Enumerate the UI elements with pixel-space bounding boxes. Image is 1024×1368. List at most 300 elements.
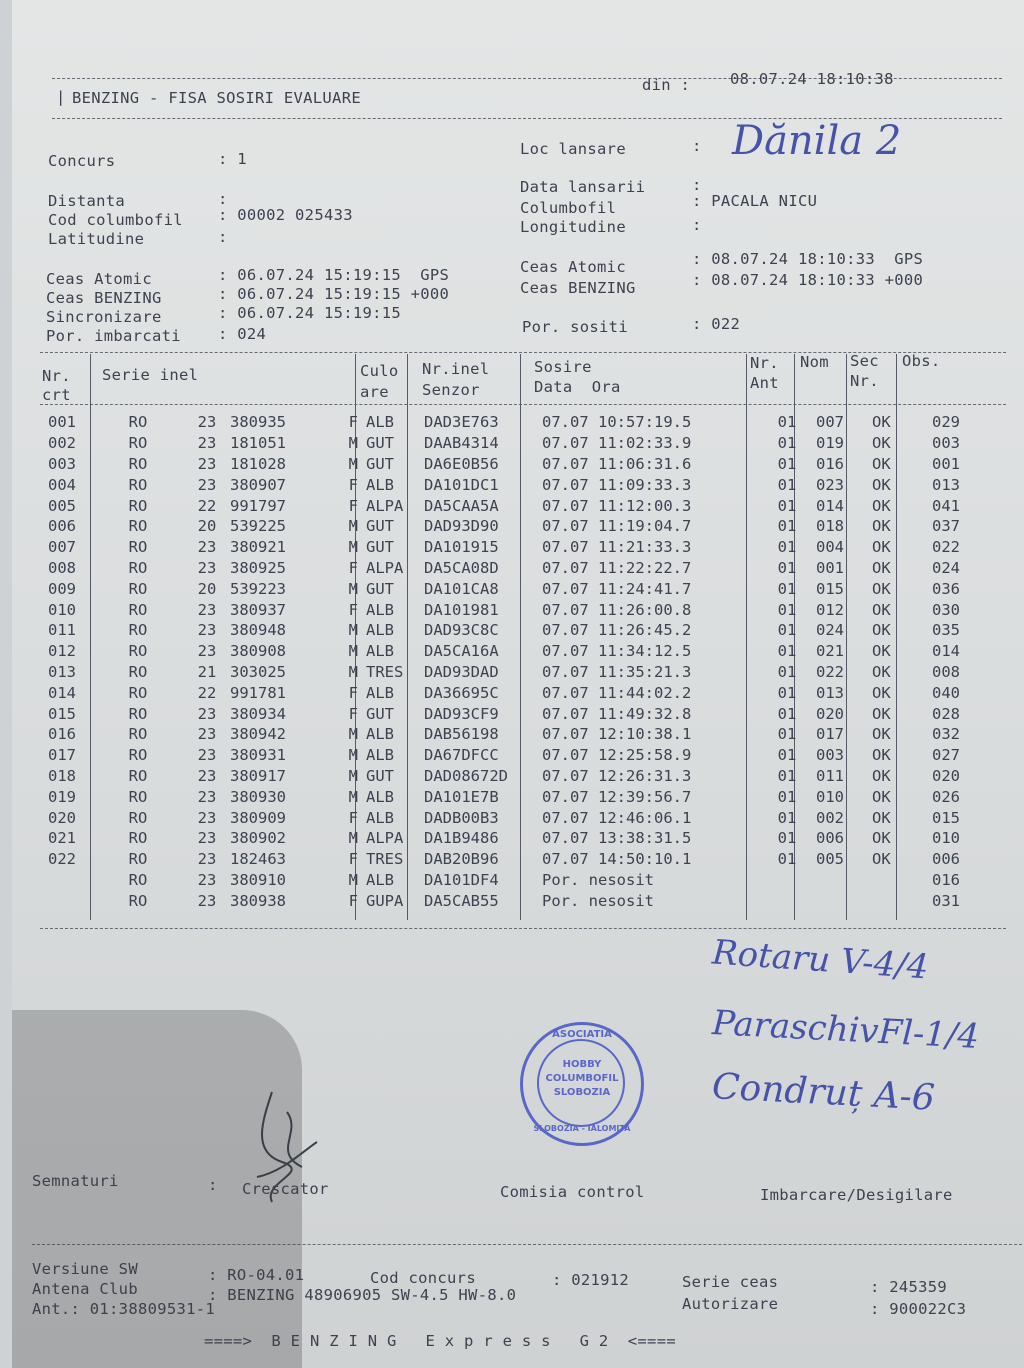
- cell-y: 23: [197, 621, 217, 640]
- cell-sensor: DA101E7B: [424, 787, 499, 806]
- cell-c: RO: [128, 746, 148, 765]
- cell-arr: 07.07 13:38:31.5: [542, 829, 692, 848]
- cell-sex: M: [348, 766, 358, 785]
- handwritten-note: Rotaru V-4/4: [710, 932, 930, 988]
- cell-col: ALB: [366, 600, 394, 619]
- stamp-line: HOBBY: [562, 1059, 602, 1070]
- cell-obs: 041: [932, 496, 960, 515]
- cell-sensor: DA67DFCC: [424, 746, 499, 765]
- cell-sec: OK: [872, 850, 891, 869]
- cell-obs: 008: [932, 662, 960, 681]
- cell-arr: 07.07 11:44:02.2: [542, 683, 692, 702]
- cell-y: 23: [197, 538, 217, 557]
- cell-sec: OK: [872, 725, 891, 744]
- table-row: [48, 724, 982, 745]
- cell-sec: OK: [872, 600, 891, 619]
- cell-sex: F: [348, 496, 358, 515]
- table-row: [48, 412, 982, 433]
- cell-ant: [762, 870, 812, 891]
- table-row: [48, 433, 982, 454]
- cell-ring: 380931: [230, 746, 286, 765]
- info-value: : 06.07.24 15:19:15 GPS: [218, 266, 450, 284]
- cell-c: RO: [128, 704, 148, 723]
- info-label: Ceas BENZING: [520, 279, 636, 297]
- cell-sec: OK: [872, 746, 891, 765]
- cell-c: RO: [128, 642, 148, 661]
- table-row: [48, 807, 982, 828]
- cell-sec: OK: [872, 517, 891, 536]
- cell-c: RO: [128, 829, 148, 848]
- cell-nr: 007: [48, 538, 76, 557]
- cell-sensor: DA101DF4: [424, 870, 499, 889]
- cell-sensor: DA5CA16A: [424, 642, 499, 661]
- cell-ant: 01: [777, 434, 797, 453]
- col-header-sosire: Sosire: [534, 358, 592, 376]
- cell-obs: 035: [932, 621, 960, 640]
- footer-label: Versiune SW: [32, 1260, 138, 1278]
- cell-sec: OK: [872, 662, 891, 681]
- col-header-obs: Obs.: [902, 352, 941, 370]
- col-header-ant-sub: Ant: [750, 374, 779, 392]
- cell-nr: 001: [48, 413, 76, 432]
- info-label: Concurs: [48, 152, 116, 170]
- cell-nom: 021: [816, 642, 844, 661]
- cell-sec: OK: [872, 413, 891, 432]
- cell-obs: 036: [932, 579, 960, 598]
- cell-ant: 01: [777, 746, 797, 765]
- info-label: Columbofil: [520, 199, 617, 217]
- table-row: [48, 786, 982, 807]
- cell-ring: 539223: [230, 579, 286, 598]
- cell-c: RO: [128, 787, 148, 806]
- cell-ring: 991781: [230, 683, 286, 702]
- cell-ring: 380930: [230, 787, 286, 806]
- cell-sensor: DA36695C: [424, 683, 499, 702]
- col-header-serie: Serie inel: [102, 366, 199, 384]
- cell-arr: 07.07 10:57:19.5: [542, 413, 692, 432]
- cell-ring: 380935: [230, 413, 286, 432]
- info-label: Longitudine: [520, 218, 626, 236]
- cell-sensor: DA101CA8: [424, 579, 499, 598]
- table-row: [48, 745, 982, 766]
- cell-nom: 010: [816, 787, 844, 806]
- cell-nr: 018: [48, 766, 76, 785]
- cell-ring: 380925: [230, 558, 286, 577]
- cell-sensor: DAB20B96: [424, 850, 499, 869]
- info-value: : 08.07.24 18:10:33 +000: [692, 271, 924, 289]
- cell-col: GUT: [366, 434, 394, 453]
- cell-sex: M: [348, 434, 358, 453]
- signature-crescator: Crescator: [242, 1180, 329, 1198]
- cell-obs: 015: [932, 808, 960, 827]
- cell-c: RO: [128, 454, 148, 473]
- cell-nom: 012: [816, 600, 844, 619]
- cell-sensor: DA1B9486: [424, 829, 499, 848]
- cell-nom: 017: [816, 725, 844, 744]
- cell-sex: F: [348, 683, 358, 702]
- cell-c: RO: [128, 434, 148, 453]
- cell-ant: 01: [777, 600, 797, 619]
- cell-arr: 07.07 11:12:00.3: [542, 496, 692, 515]
- cell-ant: 01: [777, 454, 797, 473]
- cell-sec: OK: [872, 704, 891, 723]
- cell-sex: F: [348, 850, 358, 869]
- cell-col: ALB: [366, 870, 394, 889]
- table-row: [48, 474, 982, 495]
- cell-nom: 006: [816, 829, 844, 848]
- cell-sex: F: [348, 558, 358, 577]
- signature-imbarcare: Imbarcare/Desigilare: [760, 1186, 953, 1204]
- cell-col: GUT: [366, 704, 394, 723]
- cell-sensor: DA5CA08D: [424, 558, 499, 577]
- cell-obs: 032: [932, 725, 960, 744]
- cell-arr: 07.07 11:21:33.3: [542, 538, 692, 557]
- cell-ant: 01: [777, 829, 797, 848]
- cell-nom: 023: [816, 475, 844, 494]
- cell-sec: OK: [872, 642, 891, 661]
- cell-nom: 005: [816, 850, 844, 869]
- cell-obs: 022: [932, 538, 960, 557]
- cell-y: 22: [197, 683, 217, 702]
- info-value: :: [692, 216, 702, 234]
- cell-sensor: DA101981: [424, 600, 499, 619]
- footer-value: : RO-04.01: [208, 1266, 305, 1284]
- cell-c: RO: [128, 870, 148, 889]
- cell-sec: OK: [872, 766, 891, 785]
- info-value: : 1: [218, 150, 247, 168]
- report-date-label: din :: [642, 76, 691, 94]
- table-row: [48, 766, 982, 787]
- cell-nom: 002: [816, 808, 844, 827]
- info-label: Por. sositi: [522, 318, 628, 336]
- cell-nom: 003: [816, 746, 844, 765]
- cell-obs: 006: [932, 850, 960, 869]
- cell-arr: 07.07 11:09:33.3: [542, 475, 692, 494]
- cell-obs: 027: [932, 746, 960, 765]
- footer-banner: ====> B E N Z I N G E x p r e s s G 2 <====: [204, 1332, 676, 1350]
- cell-ring: 991797: [230, 496, 286, 515]
- signatures-label: Semnaturi: [32, 1172, 119, 1190]
- cell-arr: 07.07 11:02:33.9: [542, 434, 692, 453]
- cell-arr: 07.07 11:34:12.5: [542, 642, 692, 661]
- cell-y: 23: [197, 746, 217, 765]
- handwritten-launch-location: Dănila 2: [732, 118, 902, 164]
- cell-ring: 539225: [230, 517, 286, 536]
- club-stamp: [520, 1022, 644, 1146]
- cell-nr: 019: [48, 787, 76, 806]
- cell-sex: F: [348, 891, 358, 910]
- col-header-sosire-sub: Data Ora: [534, 378, 621, 396]
- col-header-nom: Nom: [800, 353, 829, 371]
- cell-ant: 01: [777, 704, 797, 723]
- cell-nr: [48, 890, 92, 911]
- table-row: [48, 849, 982, 870]
- cell-sensor: DAD93C8C: [424, 621, 499, 640]
- cell-sensor: DAAB4314: [424, 434, 499, 453]
- cell-obs: 014: [932, 642, 960, 661]
- info-label: Data lansarii: [520, 178, 646, 196]
- cell-sex: M: [348, 829, 358, 848]
- cell-col: TRES: [366, 662, 404, 681]
- cell-col: ALB: [366, 642, 394, 661]
- cell-nom: 013: [816, 683, 844, 702]
- arrivals-table: [48, 412, 982, 911]
- table-row: [48, 537, 982, 558]
- cell-ant: 01: [777, 517, 797, 536]
- cell-sex: M: [348, 621, 358, 640]
- cell-sensor: DA6E0B56: [424, 454, 499, 473]
- cell-col: ALB: [366, 787, 394, 806]
- footer-antenna-id: Ant.: 01:38809531-1: [32, 1300, 216, 1318]
- cell-ring: 380937: [230, 600, 286, 619]
- handwritten-note: Condruț A-6: [711, 1066, 936, 1119]
- col-header-inel: Nr.inel: [422, 360, 490, 378]
- info-label: Distanta: [48, 192, 126, 210]
- cell-ant: 01: [777, 766, 797, 785]
- cell-y: 23: [197, 413, 217, 432]
- cell-col: ALB: [366, 808, 394, 827]
- cell-sex: M: [348, 579, 358, 598]
- cell-arr: 07.07 11:19:04.7: [542, 517, 692, 536]
- cell-nom: 020: [816, 704, 844, 723]
- cell-arr: 07.07 11:26:00.8: [542, 600, 692, 619]
- cell-nr: 011: [48, 621, 76, 640]
- cell-col: TRES: [366, 850, 404, 869]
- cell-sex: F: [348, 475, 358, 494]
- cell-c: RO: [128, 538, 148, 557]
- cell-c: RO: [128, 891, 148, 910]
- cell-ant: 01: [777, 642, 797, 661]
- cell-obs: 024: [932, 558, 960, 577]
- cell-arr: 07.07 11:35:21.3: [542, 662, 692, 681]
- cell-y: 23: [197, 558, 217, 577]
- cell-arr: 07.07 11:06:31.6: [542, 454, 692, 473]
- cell-c: RO: [128, 475, 148, 494]
- cell-sec: [866, 870, 924, 891]
- cell-ant: 01: [777, 662, 797, 681]
- cell-ring: 380942: [230, 725, 286, 744]
- cell-sex: F: [348, 413, 358, 432]
- cell-sec: OK: [872, 579, 891, 598]
- cell-ant: 01: [777, 808, 797, 827]
- cell-col: ALB: [366, 746, 394, 765]
- cell-obs: 013: [932, 475, 960, 494]
- cell-sec: OK: [872, 787, 891, 806]
- cell-obs: 003: [932, 434, 960, 453]
- cell-col: ALB: [366, 475, 394, 494]
- cell-ring: 181028: [230, 454, 286, 473]
- cell-sensor: DA5CAA5A: [424, 496, 499, 515]
- cell-y: 23: [197, 454, 217, 473]
- cell-nr: 004: [48, 475, 76, 494]
- cell-sec: OK: [872, 475, 891, 494]
- cell-nr: 015: [48, 704, 76, 723]
- cell-nom: 018: [816, 517, 844, 536]
- cell-arr: Por. nesosit: [542, 870, 654, 889]
- info-label: Sincronizare: [46, 308, 162, 326]
- hand-shadow: [12, 1010, 305, 1368]
- info-label: Latitudine: [48, 230, 145, 248]
- cell-c: RO: [128, 725, 148, 744]
- info-value: : 06.07.24 15:19:15 +000: [218, 285, 450, 303]
- cell-nr: 016: [48, 725, 76, 744]
- cell-sex: M: [348, 787, 358, 806]
- col-header-sec: Sec: [850, 352, 879, 370]
- cell-c: RO: [128, 558, 148, 577]
- table-row: [48, 662, 982, 683]
- cell-sex: M: [348, 642, 358, 661]
- cell-ring: 380907: [230, 475, 286, 494]
- table-row: [48, 558, 982, 579]
- cell-obs: 016: [932, 870, 960, 889]
- cell-nr: 022: [48, 850, 76, 869]
- cell-nr: 008: [48, 558, 76, 577]
- cell-y: 20: [197, 579, 217, 598]
- cell-y: 21: [197, 662, 217, 681]
- cell-y: 23: [197, 891, 217, 910]
- cell-y: 22: [197, 496, 217, 515]
- cell-sensor: DAB56198: [424, 725, 499, 744]
- cell-col: GUT: [366, 579, 394, 598]
- cell-ring: 181051: [230, 434, 286, 453]
- table-row: [48, 890, 982, 911]
- cell-sec: OK: [872, 683, 891, 702]
- cell-nr: 012: [48, 642, 76, 661]
- cell-nom: 022: [816, 662, 844, 681]
- cell-c: RO: [128, 683, 148, 702]
- cell-sec: OK: [872, 434, 891, 453]
- cell-col: ALB: [366, 683, 394, 702]
- cell-nom: 016: [816, 454, 844, 473]
- cell-sec: OK: [872, 829, 891, 848]
- cell-col: GUT: [366, 454, 394, 473]
- cell-nr: 003: [48, 454, 76, 473]
- cell-ant: 01: [777, 496, 797, 515]
- col-header-inel-sub: Senzor: [422, 381, 480, 399]
- cell-nom: 014: [816, 496, 844, 515]
- cell-nr: 006: [48, 517, 76, 536]
- table-row: [48, 703, 982, 724]
- cell-ring: 182463: [230, 850, 286, 869]
- footer-label: Antena Club: [32, 1280, 138, 1298]
- cell-obs: 001: [932, 454, 960, 473]
- col-header-sec-sub: Nr.: [850, 372, 879, 390]
- cell-nr: 013: [48, 662, 76, 681]
- cell-y: 23: [197, 600, 217, 619]
- cell-sec: OK: [872, 558, 891, 577]
- footer-label: Autorizare: [682, 1295, 779, 1313]
- cell-sex: F: [348, 808, 358, 827]
- cell-nr: 005: [48, 496, 76, 515]
- cell-nom: [812, 890, 866, 911]
- cell-sex: F: [348, 600, 358, 619]
- cell-sex: M: [348, 870, 358, 889]
- cell-nom: 015: [816, 579, 844, 598]
- cell-col: GUT: [366, 517, 394, 536]
- col-header-culoare: Culo: [360, 362, 399, 380]
- cell-c: RO: [128, 579, 148, 598]
- cell-obs: 029: [932, 413, 960, 432]
- cell-ant: 01: [777, 475, 797, 494]
- cell-col: ALB: [366, 725, 394, 744]
- cell-ant: 01: [777, 683, 797, 702]
- footer-value: : BENZING 48906905 SW-4.5 HW-8.0: [208, 1286, 517, 1304]
- printout-sheet: [12, 0, 1024, 1368]
- signatures-colon: :: [208, 1176, 218, 1194]
- cell-ant: 01: [777, 558, 797, 577]
- cell-sensor: DAD3E763: [424, 413, 499, 432]
- cell-nom: 007: [816, 413, 844, 432]
- table-row: [48, 495, 982, 516]
- cell-arr: 07.07 14:50:10.1: [542, 850, 692, 869]
- info-label: Ceas Atomic: [46, 270, 152, 288]
- cell-c: RO: [128, 808, 148, 827]
- cell-sensor: DA101915: [424, 538, 499, 557]
- cell-arr: 07.07 11:22:22.7: [542, 558, 692, 577]
- cell-sex: M: [348, 454, 358, 473]
- cell-nom: [812, 870, 866, 891]
- cell-sex: M: [348, 746, 358, 765]
- cell-sec: OK: [872, 496, 891, 515]
- cell-ant: 01: [777, 538, 797, 557]
- cell-obs: 030: [932, 600, 960, 619]
- info-value: : 024: [218, 325, 267, 343]
- cell-arr: Por. nesosit: [542, 891, 654, 910]
- cell-col: GUT: [366, 766, 394, 785]
- cell-y: 23: [197, 704, 217, 723]
- cell-col: ALPA: [366, 558, 404, 577]
- cell-sex: M: [348, 517, 358, 536]
- info-value: :: [692, 137, 702, 155]
- cell-ring: 380948: [230, 621, 286, 640]
- cell-ant: 01: [777, 621, 797, 640]
- cell-nom: 004: [816, 538, 844, 557]
- col-header-nr-sub: crt: [42, 386, 71, 404]
- cell-ring: 380909: [230, 808, 286, 827]
- stamp-line: COLUMBOFIL: [545, 1073, 619, 1084]
- header-pipe: |: [56, 88, 66, 106]
- cell-y: 23: [197, 642, 217, 661]
- table-header-rule: [40, 404, 1006, 405]
- cell-nr: 020: [48, 808, 76, 827]
- cell-arr: 07.07 11:49:32.8: [542, 704, 692, 723]
- cell-y: 23: [197, 808, 217, 827]
- cell-sec: OK: [872, 621, 891, 640]
- cell-sensor: DAD93D90: [424, 517, 499, 536]
- cell-c: RO: [128, 600, 148, 619]
- info-value: : 08.07.24 18:10:33 GPS: [692, 250, 924, 268]
- cell-nr: 017: [48, 746, 76, 765]
- cell-arr: 07.07 12:46:06.1: [542, 808, 692, 827]
- cell-sex: F: [348, 704, 358, 723]
- footer-label: Serie ceas: [682, 1273, 779, 1291]
- info-label: Ceas BENZING: [46, 289, 162, 307]
- cell-nom: 011: [816, 766, 844, 785]
- cell-obs: 040: [932, 683, 960, 702]
- cell-nr: [48, 870, 92, 891]
- table-row: [48, 682, 982, 703]
- cell-sensor: DADB00B3: [424, 808, 499, 827]
- cell-sec: OK: [872, 808, 891, 827]
- table-row: [48, 599, 982, 620]
- info-label: Ceas Atomic: [520, 258, 626, 276]
- cell-sensor: DAD93CF9: [424, 704, 499, 723]
- cell-col: ALB: [366, 413, 394, 432]
- cell-ant: 01: [777, 787, 797, 806]
- cell-ring: 380910: [230, 870, 286, 889]
- cell-nom: 019: [816, 434, 844, 453]
- stamp-bottom-text: SLOBOZIA - IALOMITA: [533, 1124, 631, 1133]
